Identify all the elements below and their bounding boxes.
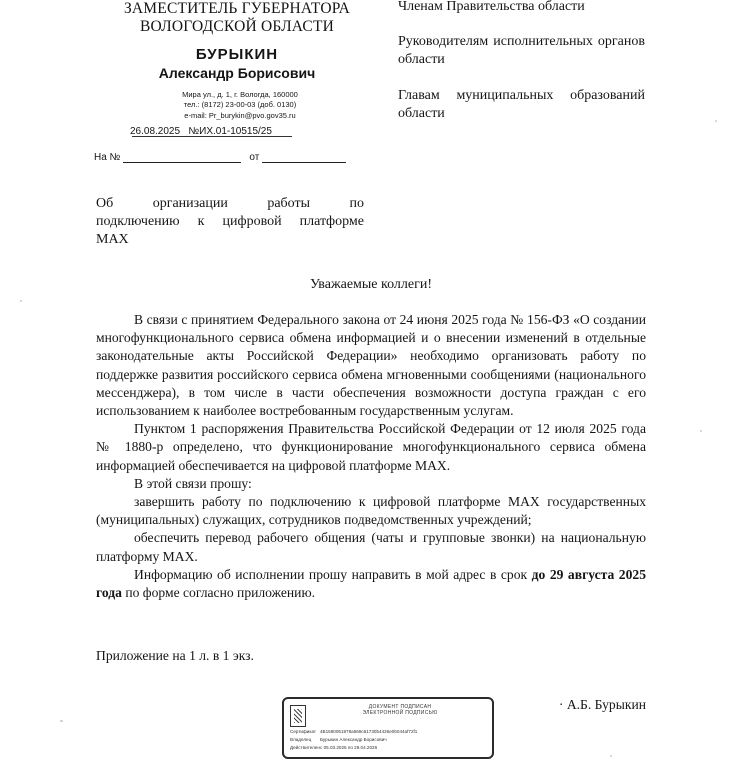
subject-line-1: Об организации работы по (96, 196, 364, 211)
body-paragraph-2: Пунктом 1 распоряжения Правительства Российской Федерации от 12 июля 2025 года № 1880-р определено, что функционирование многофункционального сервиса обмена информацией обеспечивается на цифровой платформе MAX. (96, 421, 646, 473)
greeting: Уважаемые коллеги! (309, 277, 433, 292)
letter-body (96, 311, 646, 602)
deadline-date: до 29 августа 2025 года (96, 566, 646, 601)
deadline-text-end: по форме согласно приложению. (121, 585, 315, 601)
sender-phone: тел.: (8172) 23-00-03 (доб. 0130) (183, 100, 297, 109)
stamp-certificate-row (290, 729, 486, 735)
stamp-validity-label: Действителен (290, 745, 320, 750)
registration-underline (132, 136, 292, 137)
body-paragraph-1: В связи с принятием Федерального закона от 24 июня 2025 года № 156-ФЗ «О создании многофункционального сервиса обмена информацией и о внесении изменений в отдельные законодательные акты Российской Федерации» необходимо организовать работу по поддержке развития российского сервиса обмена мгновенными сообщениями (национального мессенджера), в том числе в части обеспечения возможности доступа граждан с его использованием к наиболее востребованным государственным услугам. (96, 312, 646, 419)
stamp-owner-value: Бурыкин Александр Борисович (320, 737, 387, 742)
stamp-title-line2: ЭЛЕКТРОННОЙ ПОДПИСЬЮ (362, 710, 438, 716)
recipient-2: Руководителям исполнительных органов области (398, 34, 645, 67)
body-paragraph-6 (96, 566, 646, 602)
stamp-title-line1: ДОКУМЕНТ ПОДПИСАН (368, 704, 432, 710)
document-date: 26.08.2025 (130, 126, 181, 137)
document-number: №ИХ.01-10515/25 (188, 126, 272, 137)
sender-full-name: Александр Борисович (158, 65, 316, 81)
recipient-3: Главам муниципальных образований области (398, 88, 645, 121)
subject-line-2: подключению к цифровой платформе (96, 214, 364, 229)
scan-speck (20, 300, 22, 302)
sender-address: Мира ул., д. 1, г. Вологда, 160000 (182, 90, 298, 99)
signatory-name: · А.Б. Бурыкин (558, 697, 646, 712)
sender-surname: БУРЫКИН (195, 46, 279, 63)
stamp-validity-row (290, 745, 486, 751)
scan-speck (700, 430, 702, 432)
coat-of-arms-icon (290, 705, 306, 727)
signatory-name-text: А.Б. Бурыкин (566, 697, 646, 712)
electronic-signature-stamp (282, 697, 494, 759)
stamp-owner-label: Владелец (290, 737, 312, 742)
stamp-validity-value: с 05.03.2025 по 29.04.2026 (320, 745, 378, 750)
scan-speck (610, 755, 612, 757)
stamp-certificate-label: Сертификат (290, 729, 317, 734)
reference-row (94, 152, 346, 163)
reference-date-blank (262, 152, 346, 163)
subject-line-3: MAX (96, 232, 129, 247)
scan-speck (715, 120, 717, 122)
attachment-note: Приложение на 1 л. в 1 экз. (96, 648, 254, 663)
letter-subject (96, 195, 364, 249)
recipient-1: Членам Правительства области (398, 0, 585, 14)
sender-email: e-mail: Pr_burykin@pvo.gov35.ru (184, 111, 296, 120)
stamp-title (314, 704, 486, 716)
stamp-owner-row (290, 737, 486, 743)
body-paragraph-3: В этой связи прошу: (134, 475, 252, 491)
body-paragraph-5: обеспечить перевод рабочего общения (чаты и групповые звонки) на национальную платформу MAX. (96, 530, 646, 564)
sender-position-line2: ВОЛОГОДСКОЙ ОБЛАСТИ (139, 18, 335, 35)
reference-number-label: На № (94, 152, 121, 163)
body-paragraph-4: завершить работу по подключению к цифровой платформе MAX государственных (муниципальных) служащих, сотрудников подведомственных учреждений; (96, 494, 646, 528)
sender-position-line1: ЗАМЕСТИТЕЛЬ ГУБЕРНАТОРА (123, 0, 351, 17)
deadline-text-start: Информацию об исполнении прошу направить в мой адрес в срок (134, 566, 532, 582)
reference-number-blank (123, 152, 241, 163)
reference-date-label: от (249, 152, 260, 163)
stamp-certificate-value: 4B1580051978a568c61730b4426e0b044af72f1 (320, 729, 418, 734)
scan-speck (60, 720, 63, 722)
